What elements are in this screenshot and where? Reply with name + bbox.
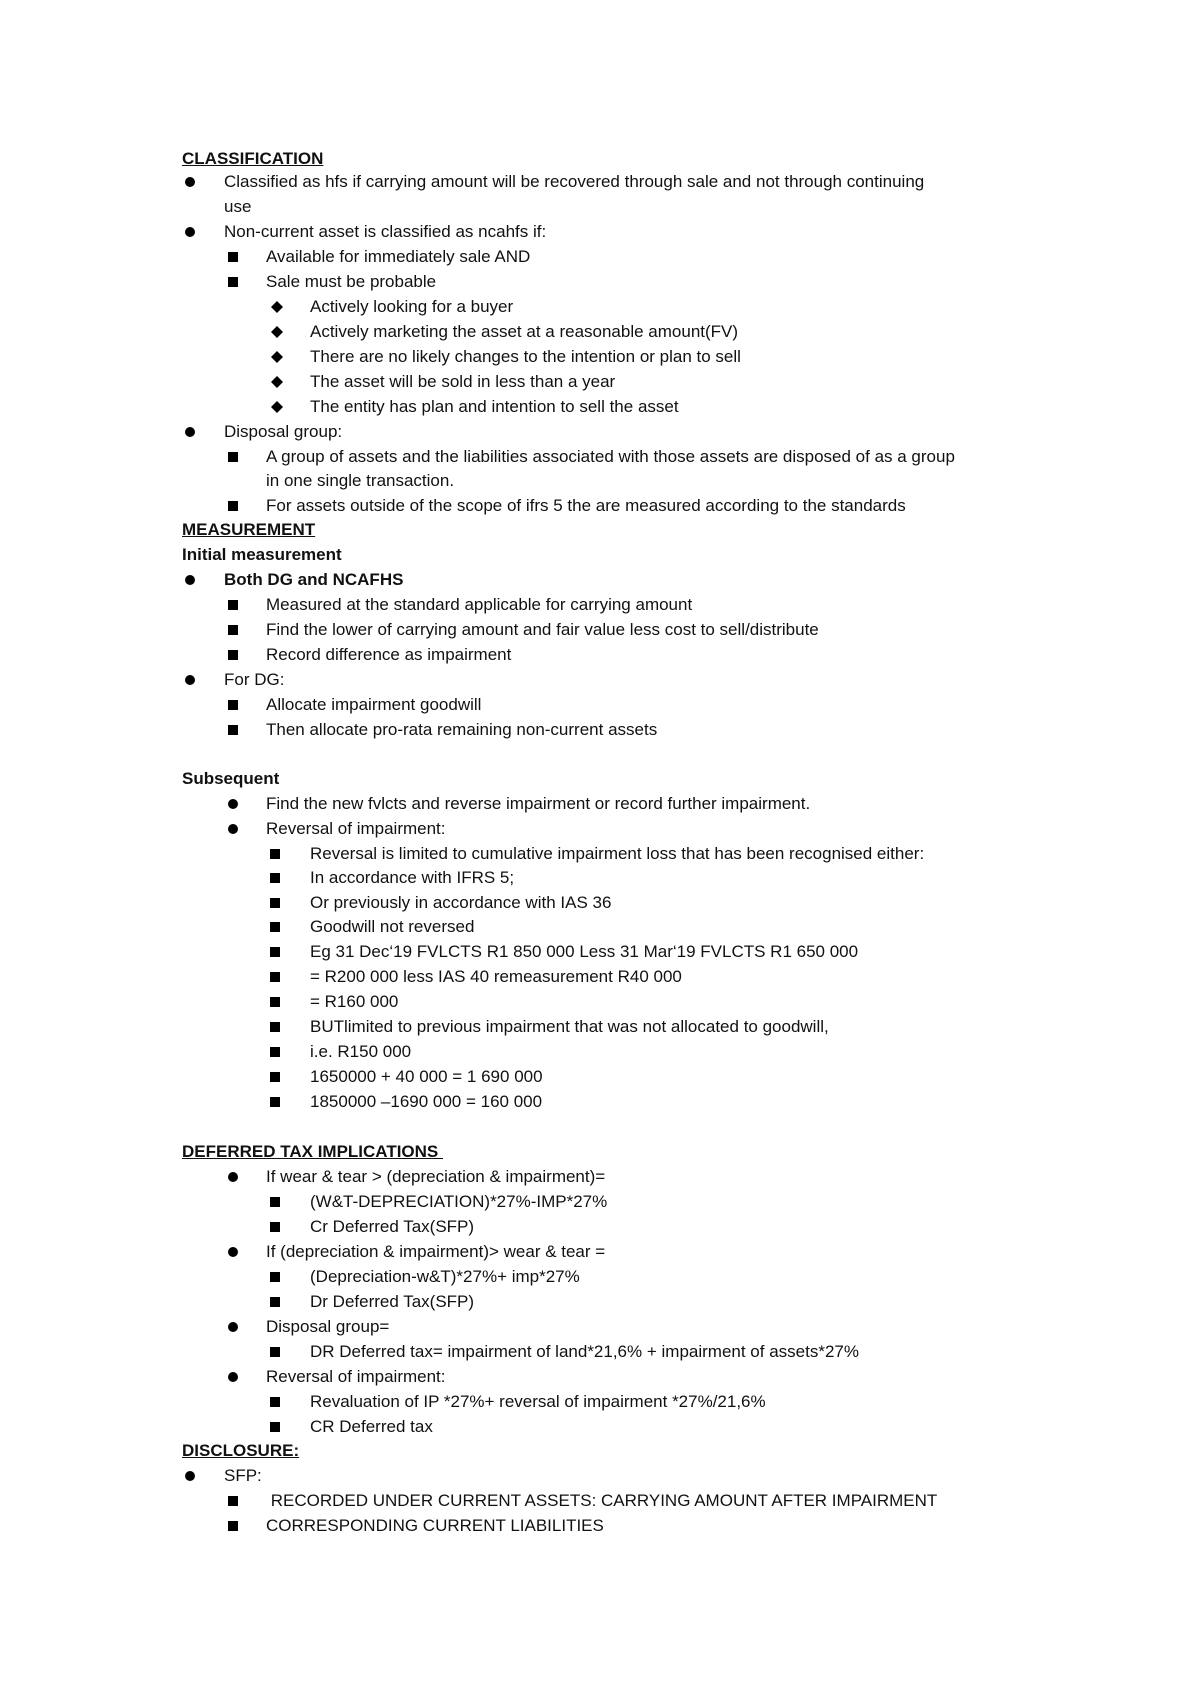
list-item: The asset will be sold in less than a year [310, 372, 616, 391]
list-item: Revaluation of IP *27%+ reversal of impairment *27%/21,6% [310, 1392, 766, 1411]
initial-measurement-subheading: Initial measurement [182, 545, 342, 564]
disc-bullet-icon [183, 568, 197, 592]
disc-bullet-icon [226, 1165, 240, 1189]
list-item: Classified as hfs if carrying amount will be recovered through sale and not through continuing [224, 172, 925, 191]
square-bullet-icon [226, 718, 240, 742]
list-item: Disposal group= [266, 1317, 390, 1336]
disc-bullet-icon [183, 220, 197, 244]
square-bullet-icon [226, 245, 240, 269]
square-bullet-icon [268, 1340, 282, 1364]
list-item: Dr Deferred Tax(SFP) [310, 1292, 475, 1311]
list-item: CORRESPONDING CURRENT LIABILITIES [266, 1516, 604, 1535]
list-item: If (depreciation & impairment)> wear & tear = [266, 1242, 606, 1261]
list-item-continuation: in one single transaction. [266, 471, 455, 490]
square-bullet-icon [268, 1290, 282, 1314]
list-item: i.e. R150 000 [310, 1042, 412, 1061]
list-item: Available for immediately sale AND [266, 247, 531, 266]
list-item: Reversal of impairment: [266, 1367, 446, 1386]
list-item: Non-current asset is classified as ncahfs if: [224, 222, 547, 241]
square-bullet-icon [226, 618, 240, 642]
list-item: RECORDED UNDER CURRENT ASSETS: CARRYING AMOUNT AFTER IMPAIRMENT [266, 1491, 938, 1510]
list-item: Actively looking for a buyer [310, 297, 514, 316]
list-item: There are no likely changes to the intention or plan to sell [310, 347, 741, 366]
list-item: For DG: [224, 670, 285, 689]
list-item: Cr Deferred Tax(SFP) [310, 1217, 475, 1236]
square-bullet-icon [268, 1065, 282, 1089]
subsequent-subheading: Subsequent [182, 769, 280, 788]
disc-bullet-icon [183, 420, 197, 444]
list-item: Disposal group: [224, 422, 343, 441]
list-item: 1850000 –1690 000 = 160 000 [310, 1092, 543, 1111]
list-item: = R200 000 less IAS 40 remeasurement R40 000 [310, 967, 682, 986]
square-bullet-icon [268, 990, 282, 1014]
square-bullet-icon [268, 866, 282, 890]
disc-bullet-icon [226, 1365, 240, 1389]
list-item: If wear & tear > (depreciation & impairment)= [266, 1167, 606, 1186]
diamond-bullet-icon [270, 320, 284, 344]
square-bullet-icon [268, 965, 282, 989]
disc-bullet-icon [183, 170, 197, 194]
list-item: CR Deferred tax [310, 1417, 433, 1436]
list-item: 1650000 + 40 000 = 1 690 000 [310, 1067, 543, 1086]
square-bullet-icon [268, 940, 282, 964]
disc-bullet-icon [226, 1315, 240, 1339]
list-item: Actively marketing the asset at a reasonable amount(FV) [310, 322, 739, 341]
list-item: Allocate impairment goodwill [266, 695, 482, 714]
list-item: A group of assets and the liabilities associated with those assets are disposed of as a group [266, 447, 955, 466]
classification-heading: CLASSIFICATION [182, 149, 324, 168]
list-item: Reversal is limited to cumulative impairment loss that has been recognised either: [310, 844, 925, 863]
list-item: Measured at the standard applicable for carrying amount [266, 595, 693, 614]
list-item: For assets outside of the scope of ifrs 5 the are measured according to the standards [266, 496, 906, 515]
disc-bullet-icon [183, 668, 197, 692]
disc-bullet-icon [226, 792, 240, 816]
square-bullet-icon [268, 1015, 282, 1039]
square-bullet-icon [226, 494, 240, 518]
square-bullet-icon [226, 593, 240, 617]
deferred-tax-heading: DEFERRED TAX IMPLICATIONS [182, 1142, 443, 1161]
square-bullet-icon [226, 1514, 240, 1538]
disclosure-heading: DISCLOSURE: [182, 1441, 300, 1460]
diamond-bullet-icon [270, 370, 284, 394]
square-bullet-icon [226, 445, 240, 469]
square-bullet-icon [268, 1040, 282, 1064]
square-bullet-icon [226, 693, 240, 717]
list-item: (Depreciation-w&T)*27%+ imp*27% [310, 1267, 580, 1286]
list-item: Reversal of impairment: [266, 819, 446, 838]
measurement-heading: MEASUREMENT [182, 520, 316, 539]
list-item: Record difference as impairment [266, 645, 512, 664]
list-item: The entity has plan and intention to sell the asset [310, 397, 679, 416]
square-bullet-icon [226, 270, 240, 294]
square-bullet-icon [268, 1265, 282, 1289]
list-item: Or previously in accordance with IAS 36 [310, 893, 612, 912]
list-item: In accordance with IFRS 5; [310, 868, 515, 887]
list-item: SFP: [224, 1466, 262, 1485]
list-item: BUTlimited to previous impairment that was not allocated to goodwill, [310, 1017, 829, 1036]
disc-bullet-icon [183, 1464, 197, 1488]
disc-bullet-icon [226, 817, 240, 841]
list-item: = R160 000 [310, 992, 399, 1011]
square-bullet-icon [268, 891, 282, 915]
list-item: Then allocate pro-rata remaining non-current assets [266, 720, 658, 739]
list-item: Sale must be probable [266, 272, 437, 291]
square-bullet-icon [268, 1215, 282, 1239]
list-item: Find the lower of carrying amount and fair value less cost to sell/distribute [266, 620, 819, 639]
square-bullet-icon [268, 1090, 282, 1114]
square-bullet-icon [268, 915, 282, 939]
square-bullet-icon [268, 1190, 282, 1214]
square-bullet-icon [226, 1489, 240, 1513]
diamond-bullet-icon [270, 295, 284, 319]
list-item: Both DG and NCAFHS [224, 570, 404, 589]
list-item: DR Deferred tax= impairment of land*21,6% + impairment of assets*27% [310, 1342, 859, 1361]
list-item: Find the new fvlcts and reverse impairment or record further impairment. [266, 794, 811, 813]
square-bullet-icon [268, 1390, 282, 1414]
disc-bullet-icon [226, 1240, 240, 1264]
diamond-bullet-icon [270, 345, 284, 369]
list-item-continuation: use [224, 197, 252, 216]
square-bullet-icon [268, 1415, 282, 1439]
square-bullet-icon [226, 643, 240, 667]
list-item: Eg 31 Dec‘19 FVLCTS R1 850 000 Less 31 Mar‘19 FVLCTS R1 650 000 [310, 942, 859, 961]
diamond-bullet-icon [270, 395, 284, 419]
list-item: (W&T-DEPRECIATION)*27%-IMP*27% [310, 1192, 608, 1211]
square-bullet-icon [268, 842, 282, 866]
list-item: Goodwill not reversed [310, 917, 475, 936]
